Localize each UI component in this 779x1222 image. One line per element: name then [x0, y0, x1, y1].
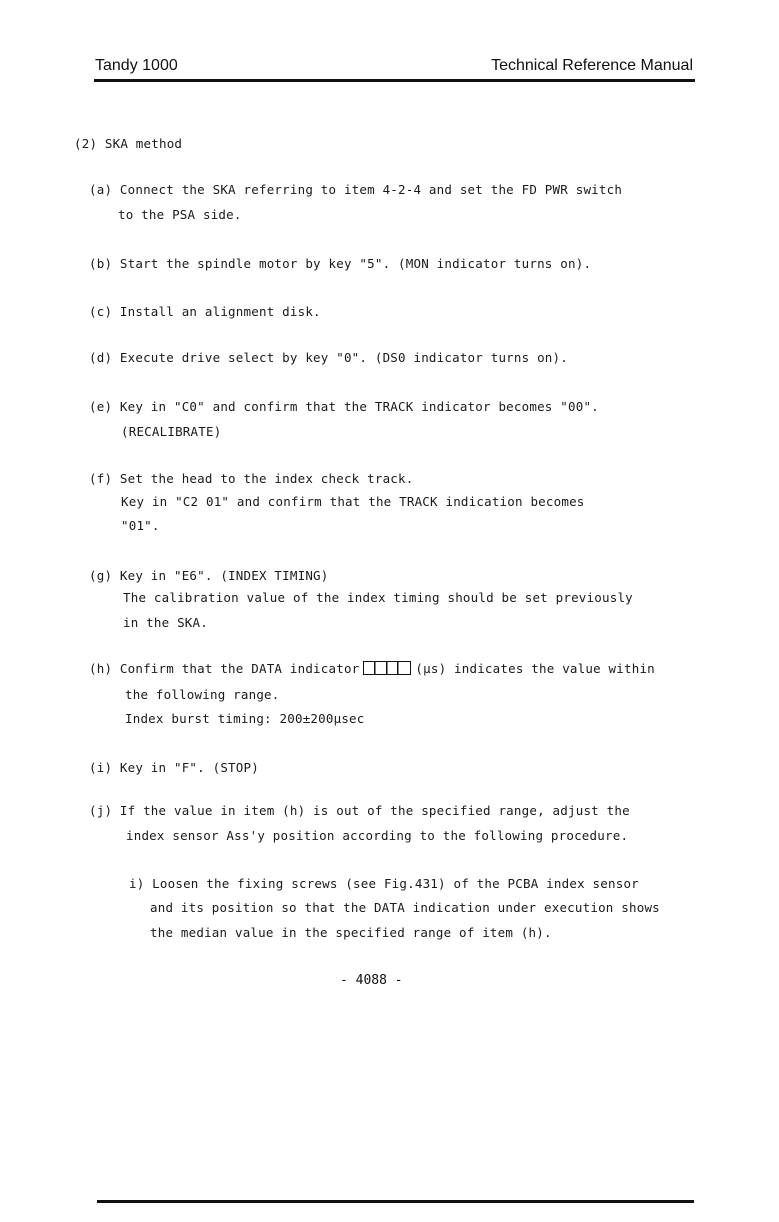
step-j-sub1-line3: the median value in the specified range of item (h). — [150, 925, 552, 940]
step-a-line1: (a) Connect the SKA referring to item 4-2-4 and set the FD PWR switch — [89, 182, 623, 197]
header-left-title: Tandy 1000 — [95, 57, 178, 74]
step-f-line2: Key in "C2 01" and confirm that the TRACK indication becomes — [121, 494, 585, 509]
step-e-line2: (RECALIBRATE) — [121, 424, 222, 439]
step-j-sub1-line1: i) Loosen the fixing screws (see Fig.431) of the PCBA index sensor — [129, 876, 639, 891]
step-f-line3: "01". — [121, 518, 160, 533]
step-j-sub1-line2: and its position so that the DATA indication under execution shows — [150, 900, 660, 915]
step-h-line3: Index burst timing: 200±200µsec — [125, 711, 365, 726]
step-h-line1-start: (h) Confirm that the DATA indicator — [89, 661, 360, 676]
step-b-line1: (b) Start the spindle motor by key "5". (MON indicator turns on). — [89, 256, 592, 271]
step-c-line1: (c) Install an alignment disk. — [89, 304, 321, 319]
header-rule — [94, 79, 695, 82]
step-h-line1-end: (µs) indicates the value within — [415, 661, 655, 676]
data-indicator-icon — [363, 661, 411, 675]
section-title: (2) SKA method — [74, 136, 183, 151]
step-h-line2: the following range. — [125, 687, 280, 702]
step-h-line1 — [89, 661, 655, 676]
step-g-line2: The calibration value of the index timing should be set previously — [123, 590, 633, 605]
header-right-title: Technical Reference Manual — [491, 57, 693, 74]
step-g-line1: (g) Key in "E6". (INDEX TIMING) — [89, 568, 329, 583]
step-a-line2: to the PSA side. — [118, 207, 242, 222]
step-d-line1: (d) Execute drive select by key "0". (DS0 indicator turns on). — [89, 350, 568, 365]
page-number: - 4088 - — [340, 973, 403, 988]
step-f-line1: (f) Set the head to the index check track. — [89, 471, 414, 486]
step-i-line1: (i) Key in "F". (STOP) — [89, 760, 259, 775]
step-e-line1: (e) Key in "C0" and confirm that the TRACK indicator becomes "00". — [89, 399, 599, 414]
step-j-line2: index sensor Ass'y position according to the following procedure. — [126, 828, 629, 843]
step-j-line1: (j) If the value in item (h) is out of the specified range, adjust the — [89, 803, 630, 818]
step-g-line3: in the SKA. — [123, 615, 208, 630]
footer-rule — [97, 1200, 694, 1203]
